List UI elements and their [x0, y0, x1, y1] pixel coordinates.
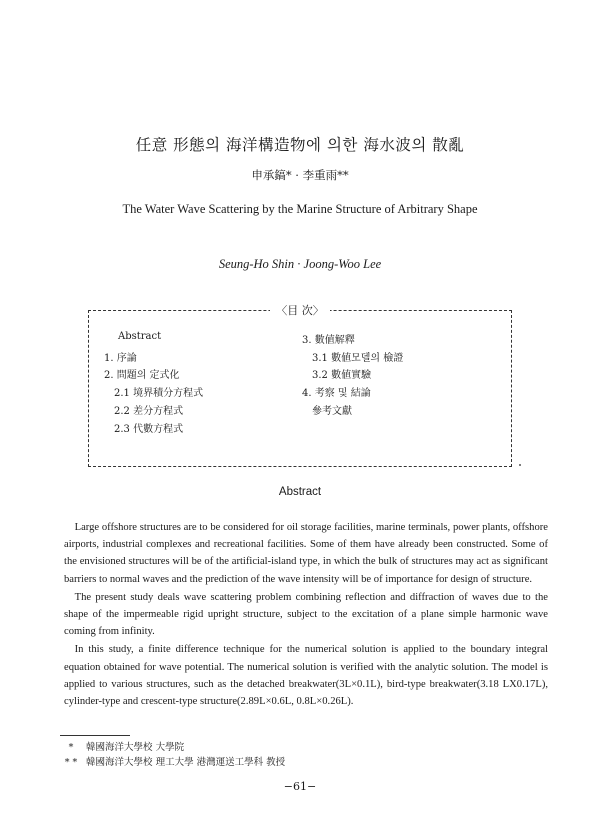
toc-item-2: 2. 問題의 定式化	[104, 370, 180, 381]
abstract-paragraph: Large offshore structures are to be considered for oil storage facilities, marine terminals, power plants, offshore airports, industrial complexes and recreational facilities. Some of them have already been constructed. Some of the envisioned structures will be of the artificial-island type, in which the bulk of structures may act as significant barriers to normal waves and the prediction of the wave intensity will be of importance for design of structure.	[64, 522, 548, 585]
toc-item-3-2: 3.2 數値實驗	[312, 370, 372, 381]
abstract-paragraph: In this study, a finite difference technique for the numerical solution is applied to the boundary integral equation obtained for wave potential. The numerical solution is verified with the analytic solution. The model is applied to various structures, such as the detached breakwater(3L×0.1L), bird-type breakwater(3.18 LX0.17L), cylinder-type and crescent-type structure(2.89L×0.6L, 0.8L×0.26L).	[64, 644, 548, 708]
scan-speck	[519, 464, 521, 466]
footnote-text: 韓國海洋大學校 理工大學 港灣運送工學科 教授	[86, 757, 286, 768]
toc-item-3: 3. 數値解釋	[302, 335, 355, 346]
footnote-rule	[60, 735, 130, 736]
toc-item-references: 參考文獻	[312, 406, 352, 417]
korean-authors: 申承鎬* · 李重雨**	[251, 168, 349, 182]
abstract-paragraph: The present study deals wave scattering problem combining reflection and diffraction of waves due to the shape of the impermeable rigid upright structure, subject to the excitation of a plane simple harmonic wave coming from infinity.	[64, 591, 548, 638]
korean-title: 任意 形態의 海洋構造物에 의한 海水波의 散亂	[135, 136, 465, 154]
english-title: The Water Wave Scattering by the Marine Structure of Arbitrary Shape	[122, 202, 478, 216]
toc-item-2-3: 2.3 代數方程式	[114, 424, 184, 435]
toc-item-abstract: Abstract	[118, 331, 162, 342]
toc-item-2-2: 2.2 差分方程式	[114, 406, 184, 417]
footnote-mark: * *	[64, 757, 78, 768]
toc-item-2-1: 2.1 境界積分方程式	[114, 388, 204, 399]
english-authors: Seung-Ho Shin · Joong-Woo Lee	[218, 257, 382, 271]
footnote-text: 韓國海洋大學校 大學院	[86, 742, 185, 753]
footnote-2	[62, 754, 285, 768]
footnote-1	[62, 739, 184, 753]
toc-label: 〈目 次〉	[0, 302, 600, 318]
toc-item-1: 1. 序論	[104, 353, 137, 364]
page-number: −61−	[283, 780, 317, 793]
toc-item-4: 4. 考察 및 結論	[302, 388, 371, 399]
abstract-heading: Abstract	[278, 486, 322, 498]
footnote-mark: *	[68, 742, 74, 753]
abstract-body	[64, 519, 548, 711]
toc-item-3-1: 3.1 數値모델의 檢證	[312, 353, 404, 364]
